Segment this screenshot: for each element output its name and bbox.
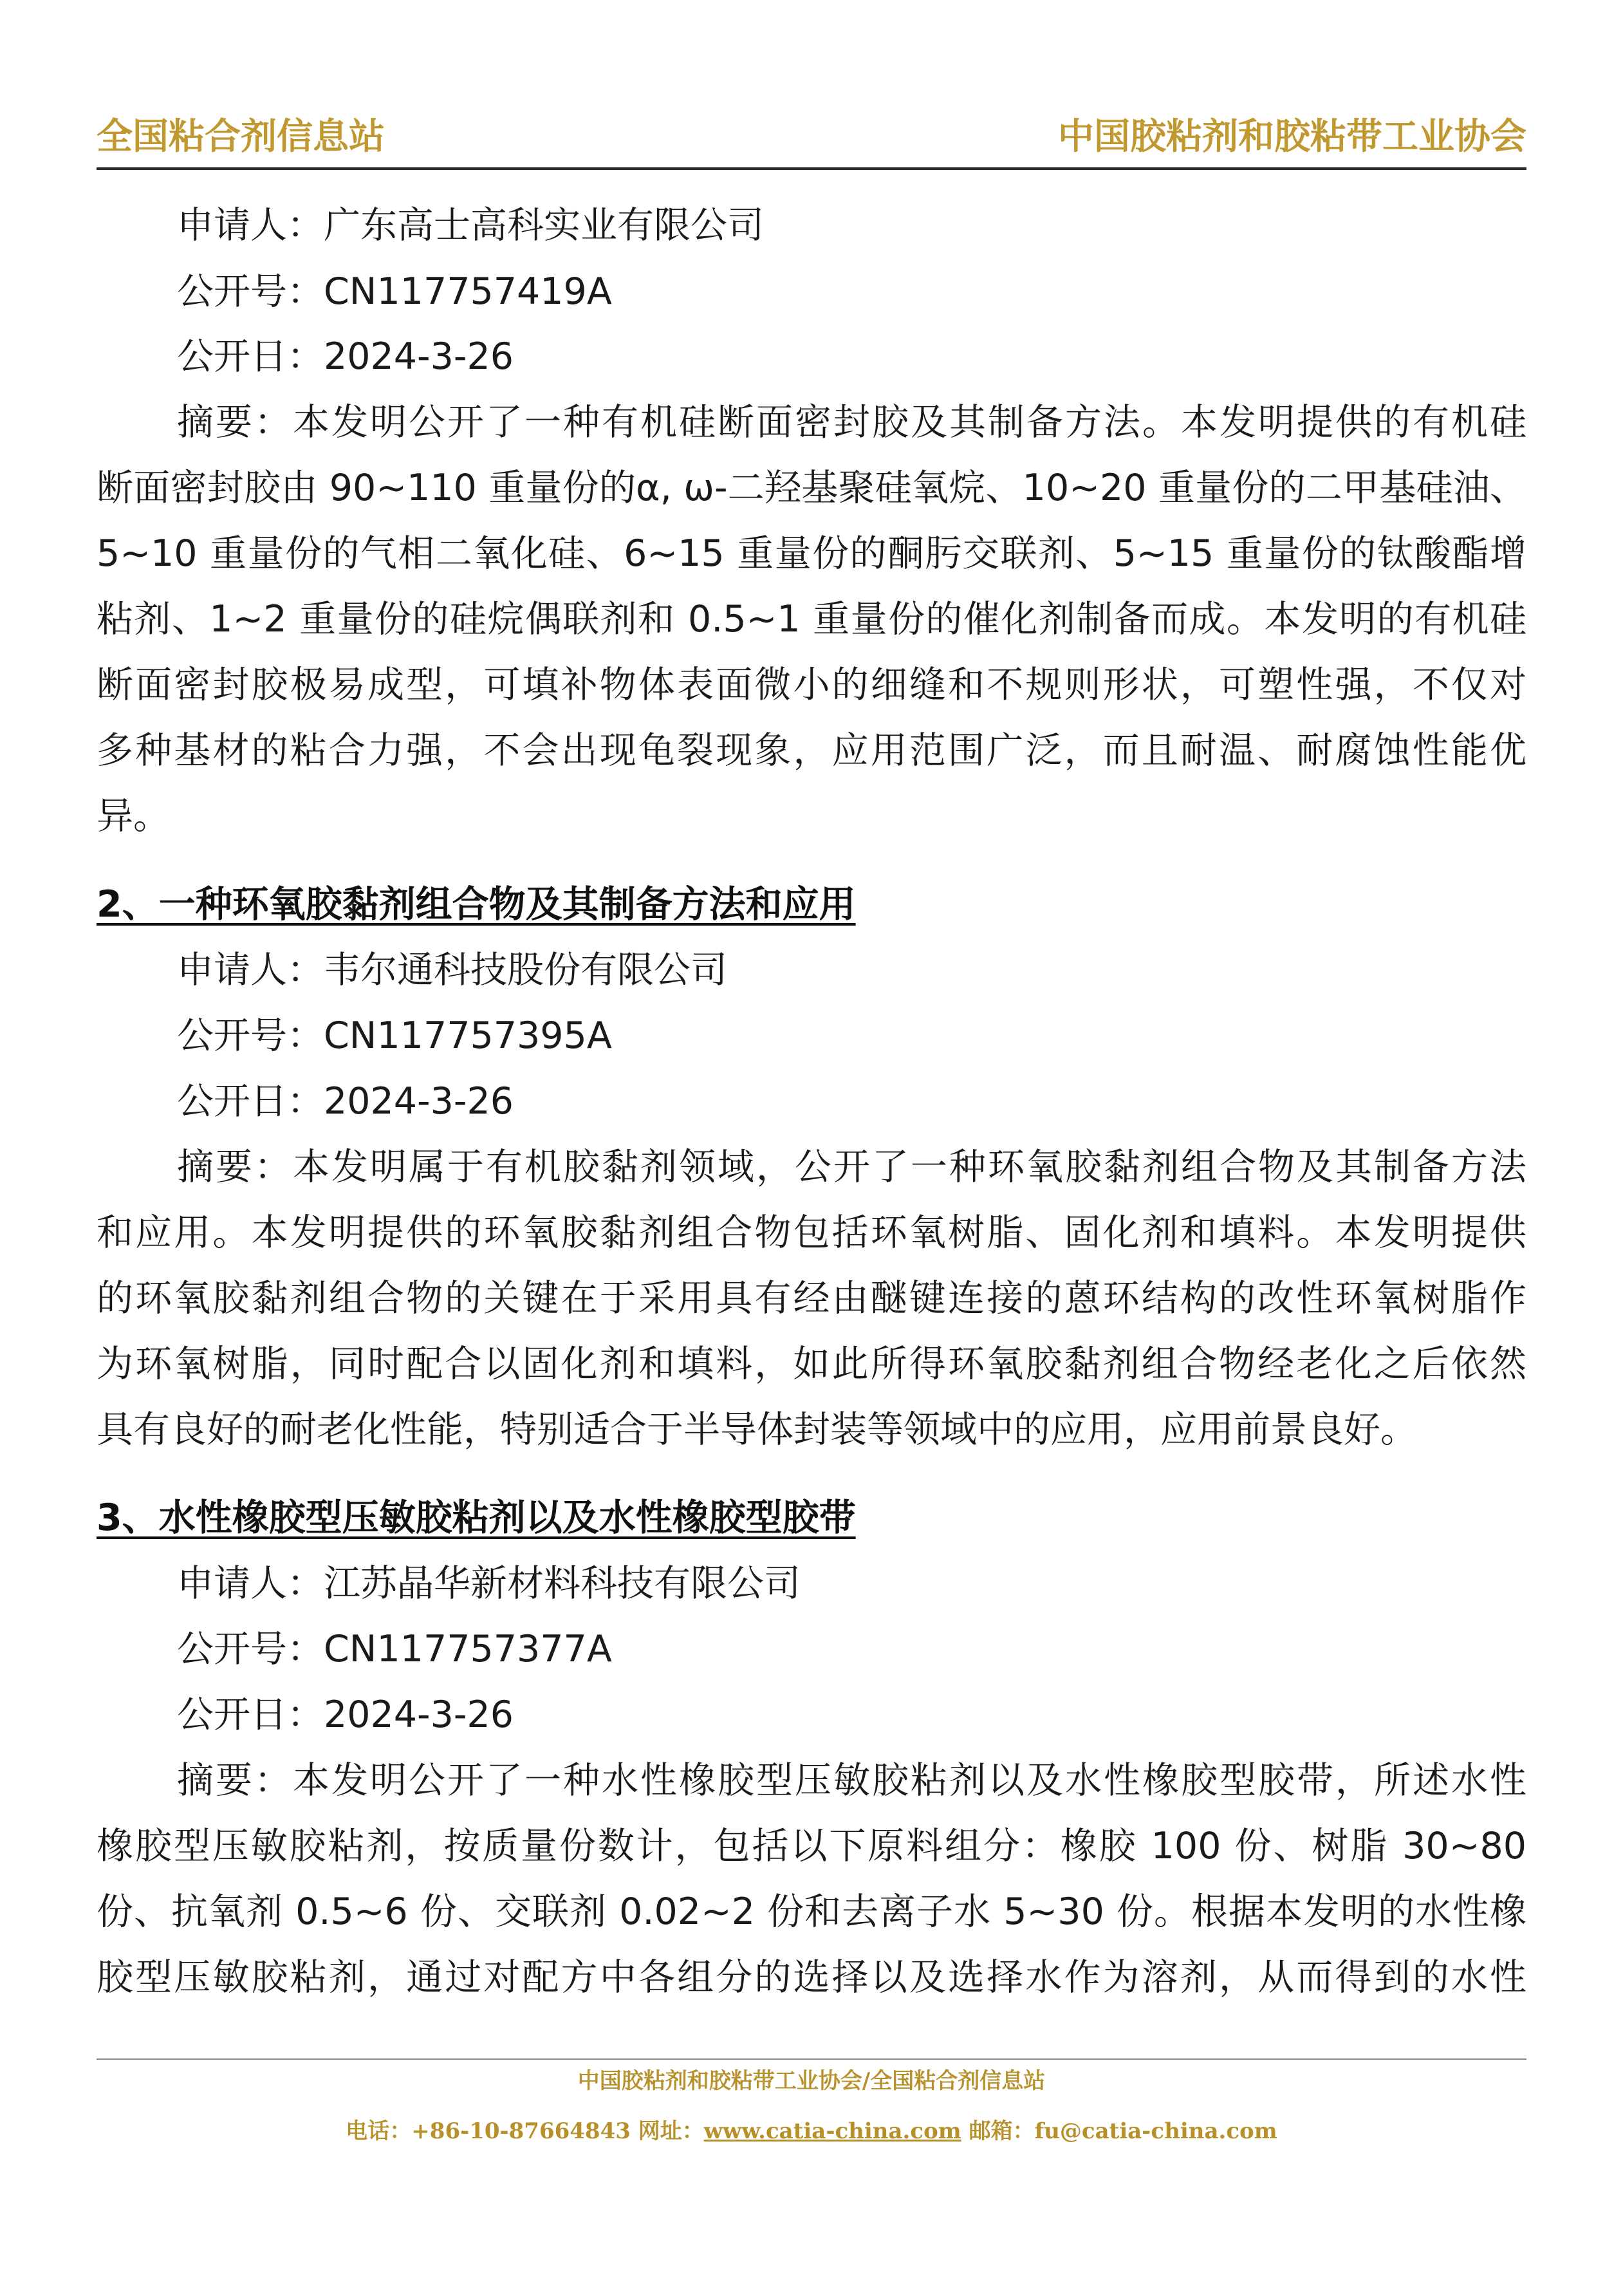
entry2-abstract-line: 具有良好的耐老化性能，特别适合于半导体封装等领域中的应用，应用前景良好。 <box>97 1408 1417 1451</box>
entry3-abstract-line: 胶型压敏胶粘剂，通过对配方中各组分的选择以及选择水作为溶剂，从而得到的水性 <box>97 1956 1526 1999</box>
entry3-applicant: 申请人：江苏晶华新材料科技有限公司 <box>177 1562 801 1605</box>
entry3-pubdate: 公开日：2024-3-26 <box>177 1694 514 1736</box>
entry2-pubdate: 公开日：2024-3-26 <box>177 1080 514 1123</box>
entry1-abstract-line: 摘要：本发明公开了一种有机硅断面密封胶及其制备方法。本发明提供的有机硅 <box>177 401 1526 443</box>
entry3-abstract-line: 橡胶型压敏胶粘剂，按质量份数计，包括以下原料组分：橡胶 100 份、树脂 30~80 <box>97 1825 1526 1867</box>
footer-rule <box>97 2058 1526 2060</box>
entry3-pubno: 公开号：CN117757377A <box>177 1628 612 1670</box>
header-left-title: 全国粘合剂信息站 <box>97 115 385 158</box>
entry1-pubdate: 公开日：2024-3-26 <box>177 335 514 378</box>
footer-website-link[interactable]: www.catia-china.com <box>703 2118 961 2144</box>
entry1-abstract-line: 断面密封胶由 90~110 重量份的α, ω-二羟基聚硅氧烷、10~20 重量份的二甲基硅油、 <box>97 467 1526 509</box>
entry2-pubno: 公开号：CN117757395A <box>177 1014 612 1057</box>
entry2-abstract-line: 摘要：本发明属于有机胶黏剂领域，公开了一种环氧胶黏剂组合物及其制备方法 <box>177 1146 1526 1188</box>
entry2-title: 2、一种环氧胶黏剂组合物及其制备方法和应用 <box>97 883 856 926</box>
footer-contact <box>97 2115 1526 2147</box>
entry2-abstract-line: 和应用。本发明提供的环氧胶黏剂组合物包括环氧树脂、固化剂和填料。本发明提供 <box>97 1211 1526 1254</box>
footer-organization: 中国胶粘剂和胶粘带工业协会/全国粘合剂信息站 <box>577 2068 1046 2094</box>
entry1-pubno: 公开号：CN117757419A <box>177 270 612 313</box>
entry1-abstract-line: 断面密封胶极易成型，可填补物体表面微小的细缝和不规则形状，可塑性强，不仅对 <box>97 664 1526 706</box>
entry3-abstract-line: 份、抗氧剂 0.5~6 份、交联剂 0.02~2 份和去离子水 5~30 份。根据本发明的水性橡 <box>97 1890 1526 1933</box>
entry1-applicant: 申请人：广东高士高科实业有限公司 <box>177 204 764 247</box>
entry3-title: 3、水性橡胶型压敏胶粘剂以及水性橡胶型胶带 <box>97 1497 856 1539</box>
entry1-abstract-line: 5~10 重量份的气相二氧化硅、6~15 重量份的酮肟交联剂、5~15 重量份的钛酸酯增 <box>97 532 1526 575</box>
entry1-abstract-line: 多种基材的粘合力强，不会出现龟裂现象，应用范围广泛，而且耐温、耐腐蚀性能优 <box>97 729 1526 772</box>
entry2-applicant: 申请人：韦尔通科技股份有限公司 <box>177 949 727 991</box>
header-rule <box>97 167 1526 170</box>
footer-email: 邮箱：fu@catia-china.com <box>961 2118 1277 2144</box>
entry1-abstract-line: 异。 <box>97 795 170 837</box>
footer-phone: 电话：+86-10-87664843 网址： <box>346 2118 704 2144</box>
header-right-title: 中国胶粘剂和胶粘带工业协会 <box>1058 115 1526 158</box>
entry3-abstract-line: 摘要：本发明公开了一种水性橡胶型压敏胶粘剂以及水性橡胶型胶带，所述水性 <box>177 1759 1526 1802</box>
entry2-abstract-line: 为环氧树脂，同时配合以固化剂和填料，如此所得环氧胶黏剂组合物经老化之后依然 <box>97 1343 1526 1385</box>
entry1-abstract-line: 粘剂、1~2 重量份的硅烷偶联剂和 0.5~1 重量份的催化剂制备而成。本发明的有机硅 <box>97 598 1526 640</box>
entry2-abstract-line: 的环氧胶黏剂组合物的关键在于采用具有经由醚键连接的蒽环结构的改性环氧树脂作 <box>97 1277 1526 1320</box>
